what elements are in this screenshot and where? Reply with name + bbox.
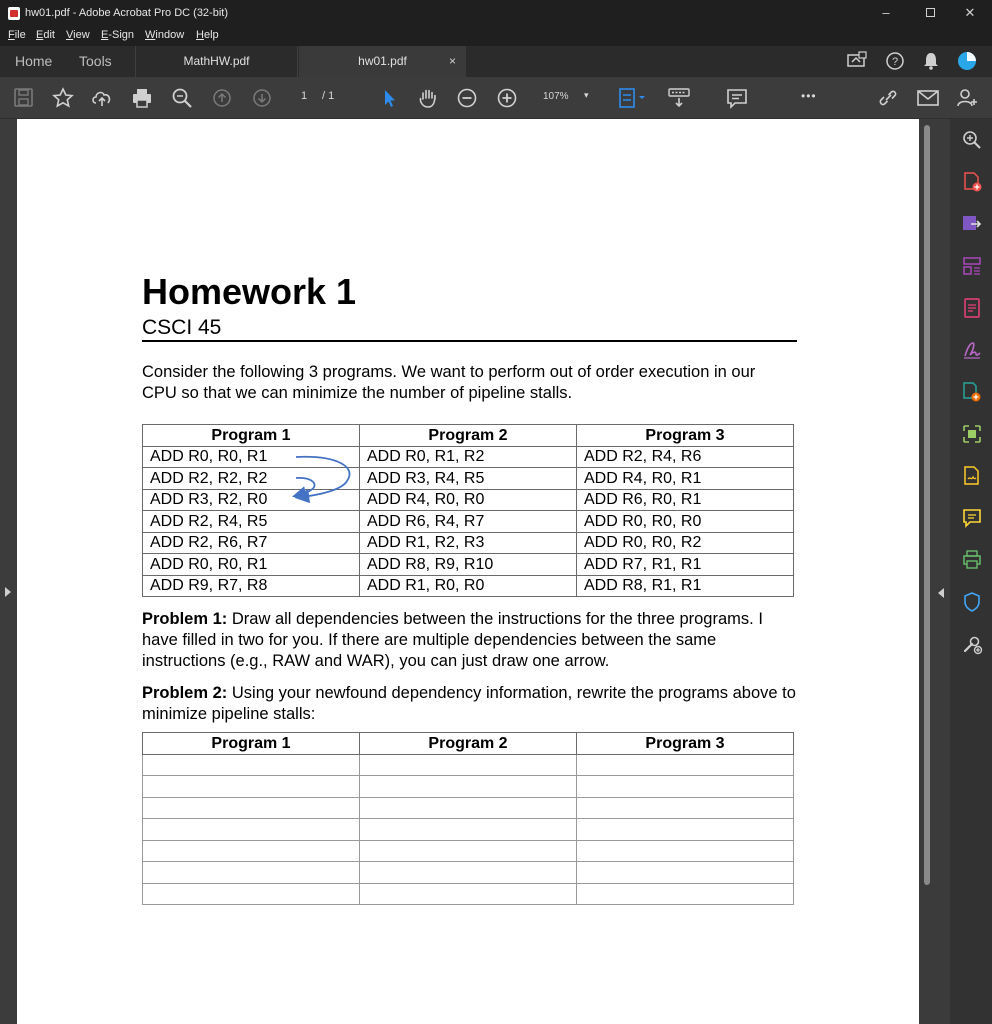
table-cell — [143, 797, 360, 819]
table-row — [143, 776, 794, 798]
right-tools-panel — [950, 119, 992, 1024]
previous-page-icon[interactable] — [210, 87, 234, 109]
email-icon[interactable] — [916, 87, 940, 109]
table-header: Program 2 — [360, 425, 577, 447]
table-cell: ADD R8, R9, R10 — [360, 554, 577, 576]
document-course: CSCI 45 — [142, 316, 222, 339]
window-title: hw01.pdf - Adobe Acrobat Pro DC (32-bit) — [25, 7, 228, 19]
problem-2 — [142, 683, 797, 725]
vertical-scrollbar[interactable] — [919, 119, 935, 1024]
table-row — [143, 840, 794, 862]
acrobat-app-icon — [8, 7, 20, 20]
toolbar — [0, 77, 992, 119]
table-cell: ADD R4, R0, R1 — [577, 468, 794, 490]
table-cell: ADD R3, R4, R5 — [360, 468, 577, 490]
programs-table — [142, 424, 794, 597]
problem-2-label: Problem 2: — [142, 684, 228, 702]
zoom-dropdown-icon[interactable]: ▾ — [584, 90, 589, 100]
dependency-arrow-2 — [296, 478, 315, 495]
table-cell — [143, 840, 360, 862]
tab-home[interactable]: Home — [15, 53, 53, 69]
table-cell — [143, 819, 360, 841]
table-cell — [360, 819, 577, 841]
table-cell: ADD R0, R0, R1 — [143, 446, 360, 468]
more-tools-menu[interactable]: ••• — [801, 89, 817, 103]
zoom-level-field[interactable]: 107% — [543, 91, 569, 102]
combine-files-icon[interactable] — [961, 381, 983, 403]
share-screen-icon[interactable] — [846, 51, 868, 71]
table-cell — [577, 776, 794, 798]
table-row — [143, 883, 794, 905]
scan-ocr-icon[interactable] — [961, 423, 983, 445]
table-header: Program 2 — [360, 733, 577, 755]
hand-tool-icon[interactable] — [416, 87, 440, 109]
table-row — [143, 489, 794, 511]
table-header: Program 1 — [143, 425, 360, 447]
collapse-right-panel-icon[interactable] — [938, 588, 944, 598]
document-title: Homework 1 — [142, 271, 357, 312]
table-cell: ADD R2, R4, R6 — [577, 446, 794, 468]
table-cell: ADD R6, R0, R1 — [577, 489, 794, 511]
tab-bar — [0, 46, 992, 77]
table-cell — [143, 883, 360, 905]
problem-1 — [142, 609, 797, 672]
problem-2-text: Using your newfound dependency information, rewrite the programs above to minimize pipeline stalls: — [142, 684, 796, 723]
table-cell: ADD R8, R1, R1 — [577, 575, 794, 597]
table-cell: ADD R0, R0, R2 — [577, 532, 794, 554]
intro-paragraph: Consider the following 3 programs. We want to perform out of order execution in our CPU so that we can minimize the number of pipeline stalls. — [142, 363, 756, 402]
print-production-icon[interactable] — [961, 549, 983, 571]
table-row — [143, 532, 794, 554]
title-rule — [142, 340, 797, 342]
keyboard-scroll-icon[interactable] — [667, 87, 691, 109]
table-cell — [143, 754, 360, 776]
close-window-button[interactable]: ✕ — [964, 5, 976, 20]
table-cell — [577, 754, 794, 776]
help-icon[interactable] — [884, 51, 906, 71]
document-tab-label: hw01.pdf — [358, 54, 407, 68]
document-viewer[interactable] — [17, 119, 919, 1024]
table-cell — [143, 776, 360, 798]
table-row — [143, 862, 794, 884]
left-nav-rail — [0, 119, 17, 1024]
table-header-row — [143, 425, 794, 447]
table-cell — [577, 797, 794, 819]
print-icon[interactable] — [130, 87, 154, 109]
zoom-in-icon[interactable] — [495, 87, 519, 109]
create-pdf-icon[interactable] — [961, 171, 983, 193]
table-cell — [143, 862, 360, 884]
table-row — [143, 575, 794, 597]
current-page-input[interactable]: 1 — [301, 90, 308, 102]
select-cursor-icon[interactable] — [377, 87, 401, 109]
table-cell — [360, 776, 577, 798]
menu-view[interactable]: View — [66, 29, 90, 41]
document-tab-hw01[interactable] — [299, 46, 466, 77]
table-cell — [360, 754, 577, 776]
organize-pages-icon[interactable] — [961, 255, 983, 277]
table-row — [143, 468, 794, 490]
title-bar — [0, 0, 992, 27]
table-cell: ADD R2, R2, R2 — [143, 468, 360, 490]
minimize-button[interactable]: – — [882, 5, 890, 20]
search-zoom-icon[interactable] — [170, 87, 194, 109]
table-row — [143, 511, 794, 533]
protect-icon[interactable] — [961, 591, 983, 613]
menu-edit[interactable]: Edit — [36, 29, 55, 41]
maximize-icon — [926, 8, 935, 17]
request-signature-icon[interactable] — [961, 465, 983, 487]
table-header: Program 1 — [143, 733, 360, 755]
add-comment-icon[interactable] — [725, 87, 749, 109]
dependency-arrows — [277, 449, 367, 509]
table-cell: ADD R6, R4, R7 — [360, 511, 577, 533]
more-tools-icon[interactable] — [961, 633, 983, 655]
table-cell: ADD R7, R1, R1 — [577, 554, 794, 576]
table-cell — [577, 862, 794, 884]
table-cell: ADD R2, R6, R7 — [143, 532, 360, 554]
edit-pdf-icon[interactable] — [961, 297, 983, 319]
table-cell: ADD R9, R7, R8 — [143, 575, 360, 597]
document-tab-mathhw[interactable] — [135, 46, 298, 77]
menu-file[interactable]: File — [8, 29, 26, 41]
zoom-search-icon[interactable] — [961, 129, 983, 151]
problem-1-text: Draw all dependencies between the instructions for the three programs. I have filled in two for you. If there are multiple dependencies between the same instructions (e.g., RAW and WAR), you can just draw one arrow. — [142, 610, 763, 670]
expand-left-panel-icon[interactable] — [5, 587, 11, 597]
table-cell: ADD R1, R0, R0 — [360, 575, 577, 597]
table-cell — [360, 797, 577, 819]
page-fit-icon[interactable] — [617, 87, 647, 109]
table-cell: ADD R1, R2, R3 — [360, 532, 577, 554]
table-cell — [360, 840, 577, 862]
table-cell: ADD R0, R0, R0 — [577, 511, 794, 533]
table-header: Program 3 — [577, 425, 794, 447]
table-row — [143, 797, 794, 819]
bookmark-star-icon[interactable] — [51, 87, 75, 109]
table-row — [143, 754, 794, 776]
export-pdf-icon[interactable] — [961, 213, 983, 235]
table-cell — [360, 862, 577, 884]
fill-sign-icon[interactable] — [961, 339, 983, 361]
table-row — [143, 819, 794, 841]
problem-1-label: Problem 1: — [142, 610, 228, 628]
table-cell: ADD R0, R1, R2 — [360, 446, 577, 468]
table-cell — [360, 883, 577, 905]
table-row — [143, 554, 794, 576]
close-tab-button[interactable]: × — [448, 54, 456, 68]
zoom-out-icon[interactable] — [455, 87, 479, 109]
document-tab-label: MathHW.pdf — [183, 54, 250, 68]
table-cell: ADD R4, R0, R0 — [360, 489, 577, 511]
next-page-icon[interactable] — [250, 87, 274, 109]
menu-bar — [0, 27, 992, 46]
table-cell: ADD R0, R0, R1 — [143, 554, 360, 576]
maximize-button[interactable] — [910, 3, 950, 23]
share-link-icon[interactable] — [876, 87, 900, 109]
menu-help[interactable]: Help — [196, 29, 219, 41]
svg-text:?: ? — [891, 56, 899, 68]
notification-bell-icon[interactable] — [920, 51, 942, 71]
pdf-page — [17, 119, 919, 1024]
table-header: Program 3 — [577, 733, 794, 755]
dependency-arrow-1 — [296, 457, 350, 497]
table-cell: ADD R2, R4, R5 — [143, 511, 360, 533]
answer-table — [142, 732, 794, 905]
total-pages: / 1 — [322, 90, 335, 102]
table-header-row — [143, 733, 794, 755]
tab-tools[interactable]: Tools — [79, 53, 112, 69]
table-row — [143, 446, 794, 468]
menu-esign[interactable]: E-Sign — [101, 29, 135, 41]
scrollbar-thumb[interactable] — [924, 125, 930, 885]
add-person-icon[interactable] — [955, 87, 979, 109]
table-cell — [577, 840, 794, 862]
table-cell: ADD R3, R2, R0 — [143, 489, 360, 511]
table-cell — [577, 883, 794, 905]
upload-cloud-icon[interactable] — [90, 87, 114, 109]
comment-icon[interactable] — [961, 507, 983, 529]
menu-window[interactable]: Window — [145, 29, 185, 41]
table-cell — [577, 819, 794, 841]
account-avatar-icon[interactable] — [956, 51, 978, 71]
save-icon[interactable] — [12, 87, 36, 109]
